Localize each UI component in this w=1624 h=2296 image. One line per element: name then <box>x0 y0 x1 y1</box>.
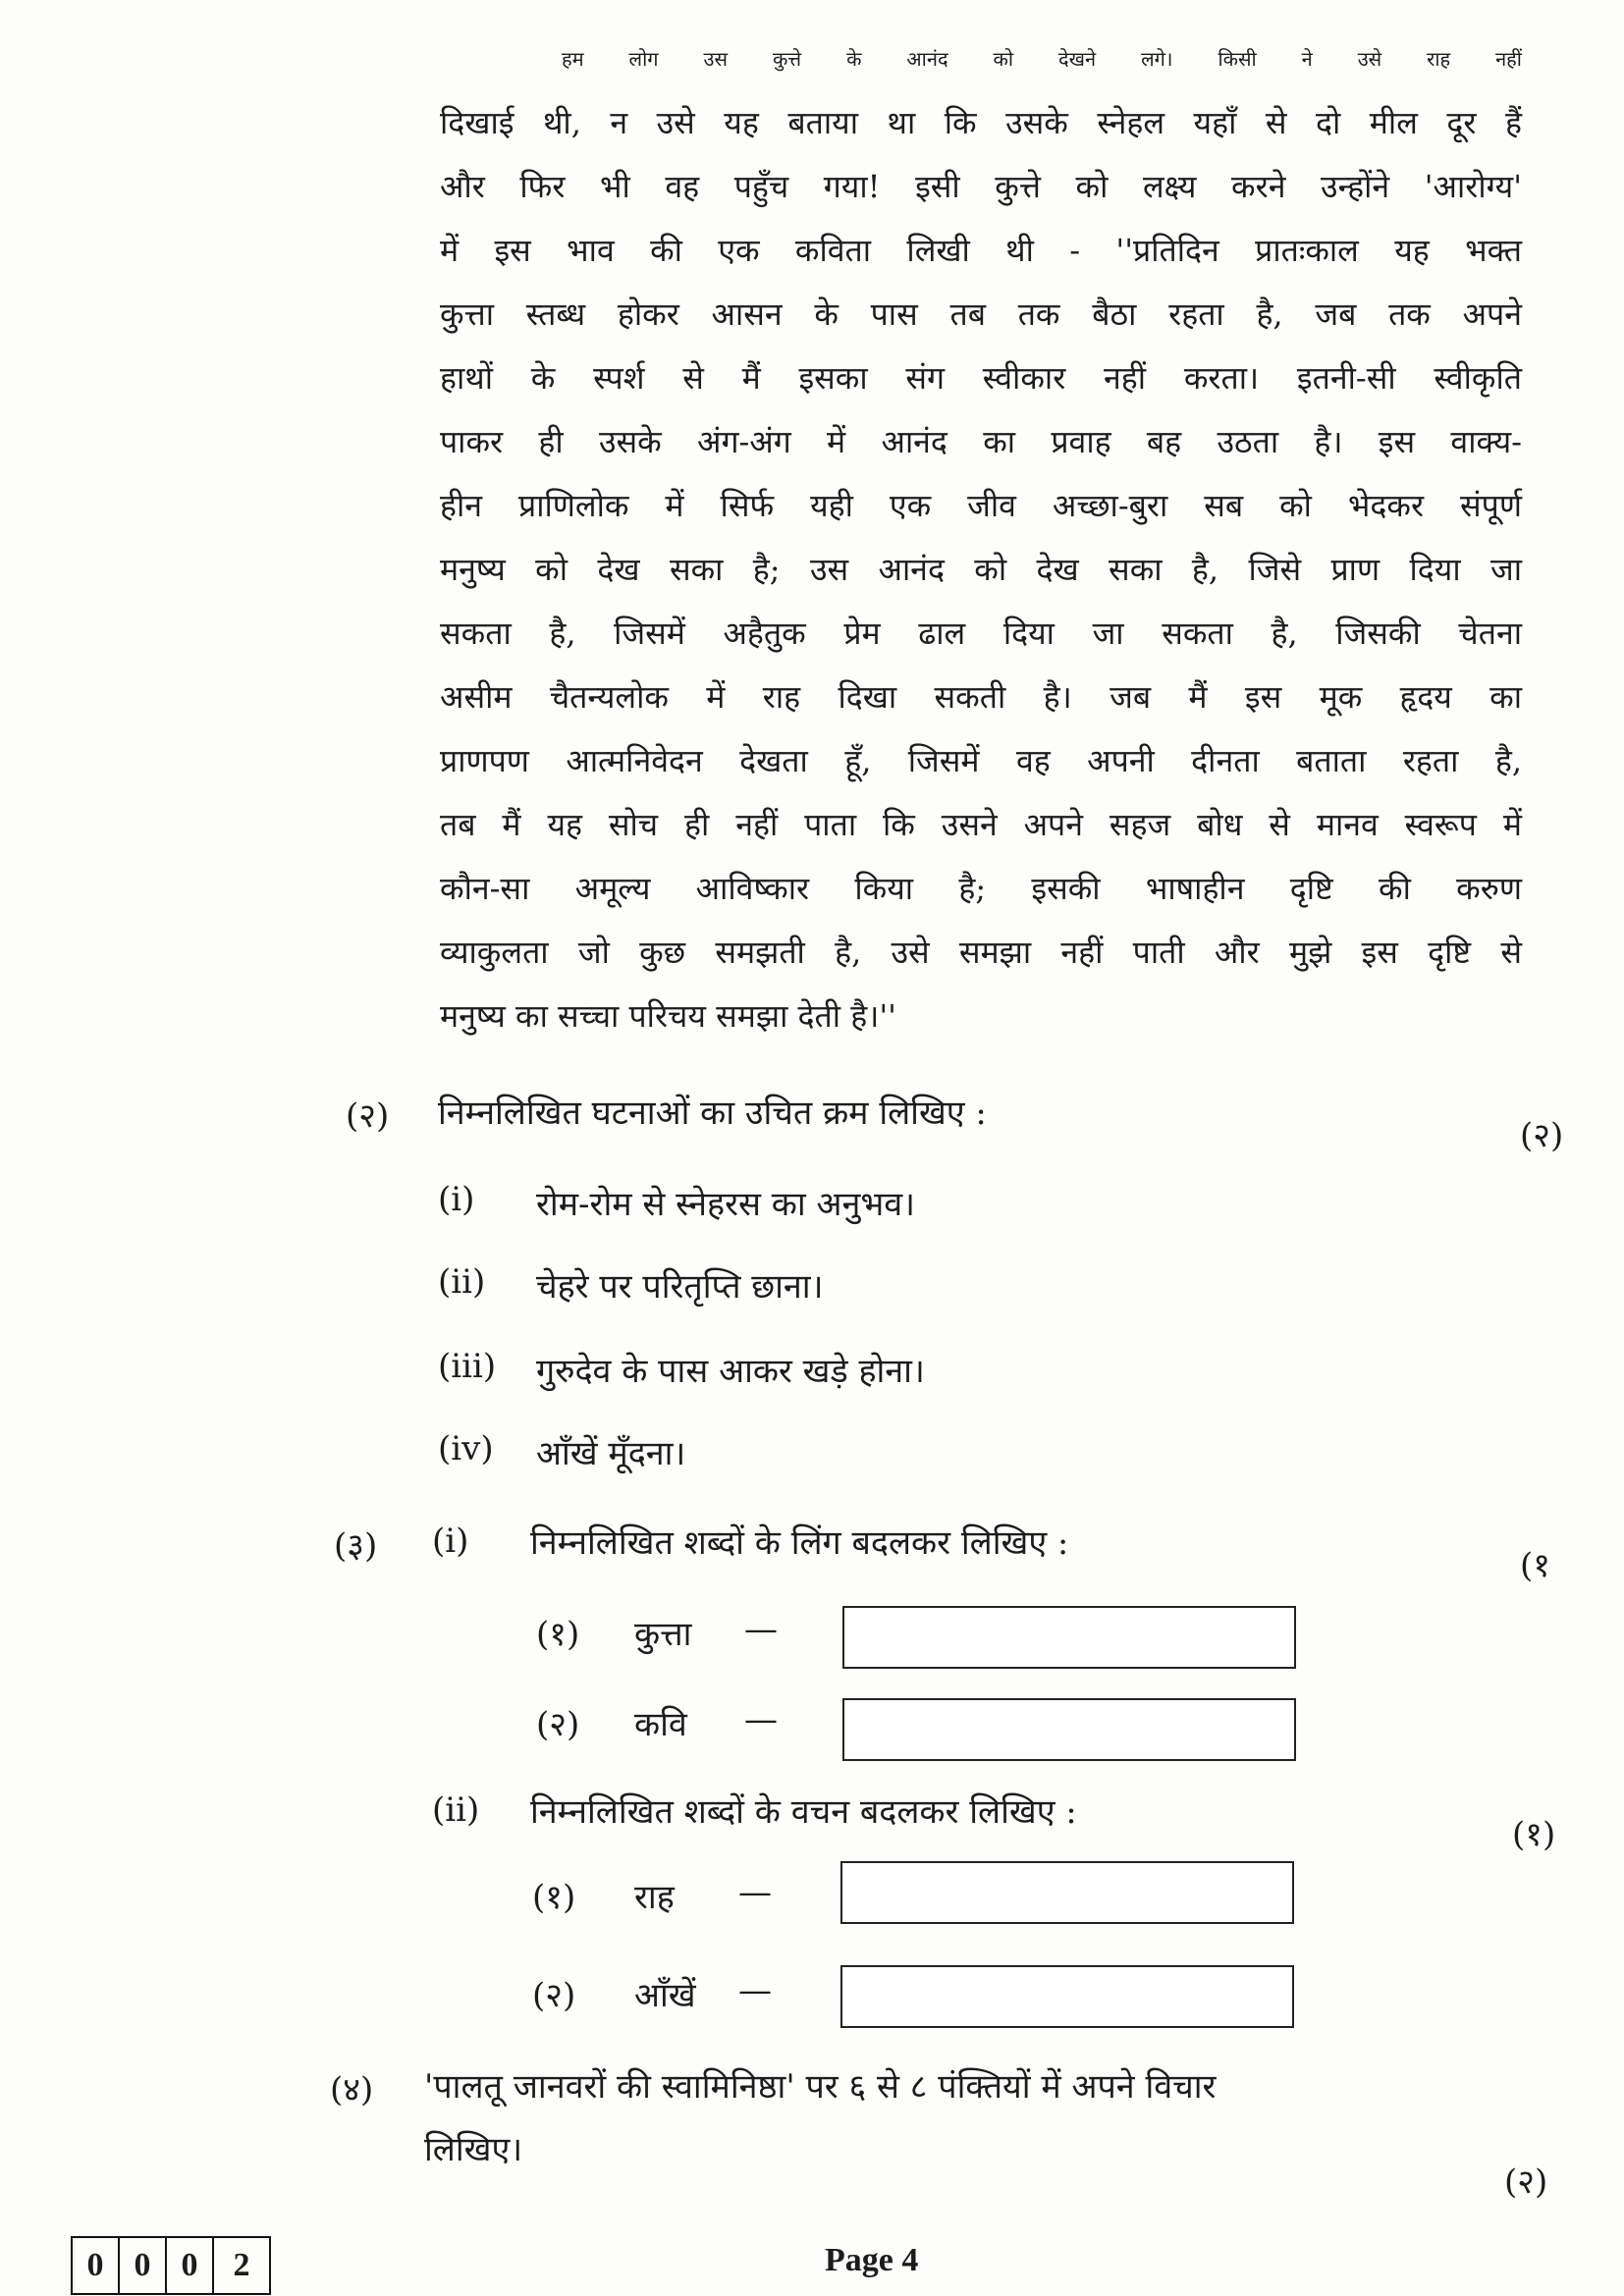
paper-code-digit: 0 <box>167 2238 214 2293</box>
word-dash: — <box>738 1971 772 2010</box>
word-text: कवि <box>634 1705 687 1744</box>
paper-code-digit: 2 <box>233 2247 250 2283</box>
q4-instruction-line2: लिखिए। <box>424 2130 523 2169</box>
q2-marks: (२) <box>1520 1116 1564 1155</box>
answer-box[interactable] <box>842 1606 1296 1669</box>
word-number: (२) <box>536 1705 580 1744</box>
passage-line: प्राणपण आत्मनिवेदन देखता हूँ, जिसमें वह अपनी दीनता बताता रहता है, <box>440 742 1522 779</box>
word-text: राह <box>634 1878 675 1917</box>
passage-line: हाथों के स्पर्श से मैं इसका संग स्वीकार नहीं करता। इतनी-सी स्वीकृति <box>440 359 1522 397</box>
word-dash: — <box>738 1873 772 1912</box>
passage-line: असीम चैतन्यलोक में राह दिखा सकती है। जब मैं इस मूक हृदय का <box>440 678 1522 716</box>
q4-number: (४) <box>330 2070 374 2109</box>
q2-option-text: चेहरे पर परितृप्ति छाना। <box>536 1267 824 1307</box>
passage-line: मनुष्य को देख सका है; उस आनंद को देख सका है, जिसे प्राण दिया जा <box>440 551 1522 588</box>
q2-option-roman: (ii) <box>438 1262 486 1302</box>
q2-option-text: रोम-रोम से स्नेहरस का अनुभव। <box>536 1185 916 1224</box>
paper-code <box>71 2236 271 2295</box>
q2-number: (२) <box>346 1096 390 1136</box>
q3-part2-roman: (ii) <box>432 1790 480 1830</box>
answer-box[interactable] <box>840 1965 1294 2028</box>
passage <box>440 27 1522 1048</box>
passage-line: हम लोग उस कुत्ते के आनंद को देखने लगे। किसी ने उसे राह नहीं <box>562 47 1522 71</box>
passage-line: और फिर भी वह पहुँच गया! इसी कुत्ते को लक्ष्य करने उन्होंने 'आरोग्य' <box>440 168 1522 205</box>
q3-number: (३) <box>334 1526 378 1566</box>
passage-line: कौन-सा अमूल्य आविष्कार किया है; इसकी भाषाहीन दृष्टि की करुण <box>440 870 1522 907</box>
word-text: आँखें <box>634 1976 696 2015</box>
passage-line: व्याकुलता जो कुछ समझती है, उसे समझा नहीं पाती और मुझे इस दृष्टि से <box>440 934 1522 971</box>
q4-marks: (२) <box>1504 2163 1548 2202</box>
passage-line: पाकर ही उसके अंग-अंग में आनंद का प्रवाह बह उठता है। इस वाक्य- <box>440 423 1522 460</box>
q2-option-roman: (i) <box>438 1180 475 1219</box>
answer-box[interactable] <box>842 1698 1296 1761</box>
word-text: कुत्ता <box>634 1615 692 1654</box>
q3-part2-marks: (१) <box>1512 1815 1556 1854</box>
paper-code-digit: 0 <box>73 2238 120 2293</box>
passage-line: तब मैं यह सोच ही नहीं पाता कि उसने अपने सहज बोध से मानव स्वरूप में <box>440 806 1522 843</box>
word-dash: — <box>744 1700 778 1739</box>
q2-option-text: गुरुदेव के पास आकर खड़े होना। <box>536 1352 925 1391</box>
q4-instruction-line1: 'पालतू जानवरों की स्वामिनिष्ठा' पर ६ से ८ पंक्तियों में अपने विचार <box>424 2067 1217 2107</box>
word-number: (१) <box>532 1878 576 1917</box>
page-number: Page 4 <box>825 2242 919 2278</box>
passage-line: मनुष्य का सच्चा परिचय समझा देती है।'' <box>440 997 896 1035</box>
q3-part2-instruction: निम्नलिखित शब्दों के वचन बदलकर लिखिए : <box>530 1792 1077 1832</box>
q3-part1-roman: (i) <box>432 1522 469 1561</box>
passage-line: में इस भाव की एक कविता लिखी थी - ''प्रतिदिन प्रातःकाल यह भक्त <box>440 232 1522 269</box>
q2-option-roman: (iii) <box>438 1347 497 1386</box>
q3-part1-marks: (१ <box>1520 1546 1550 1585</box>
passage-line: सकता है, जिसमें अहैतुक प्रेम ढाल दिया जा सकता है, जिसकी चेतना <box>440 614 1522 652</box>
answer-box[interactable] <box>840 1861 1294 1924</box>
q3-part1-instruction: निम्नलिखित शब्दों के लिंग बदलकर लिखिए : <box>530 1523 1069 1563</box>
word-dash: — <box>744 1610 778 1649</box>
q2-option-roman: (iv) <box>438 1429 494 1468</box>
q2-option-text: आँखें मूँदना। <box>536 1434 686 1473</box>
passage-line: दिखाई थी, न उसे यह बताया था कि उसके स्नेहल यहाँ से दो मील दूर हैं <box>440 104 1522 141</box>
paper-code-digit: 0 <box>120 2238 167 2293</box>
passage-line: हीन प्राणिलोक में सिर्फ यही एक जीव अच्छा-बुरा सब को भेदकर संपूर्ण <box>440 487 1522 524</box>
word-number: (२) <box>532 1976 576 2015</box>
word-number: (१) <box>536 1615 580 1654</box>
passage-line: कुत्ता स्तब्ध होकर आसन के पास तब तक बैठा रहता है, जब तक अपने <box>440 295 1522 333</box>
q2-instruction: निम्नलिखित घटनाओं का उचित क्रम लिखिए : <box>438 1094 987 1133</box>
